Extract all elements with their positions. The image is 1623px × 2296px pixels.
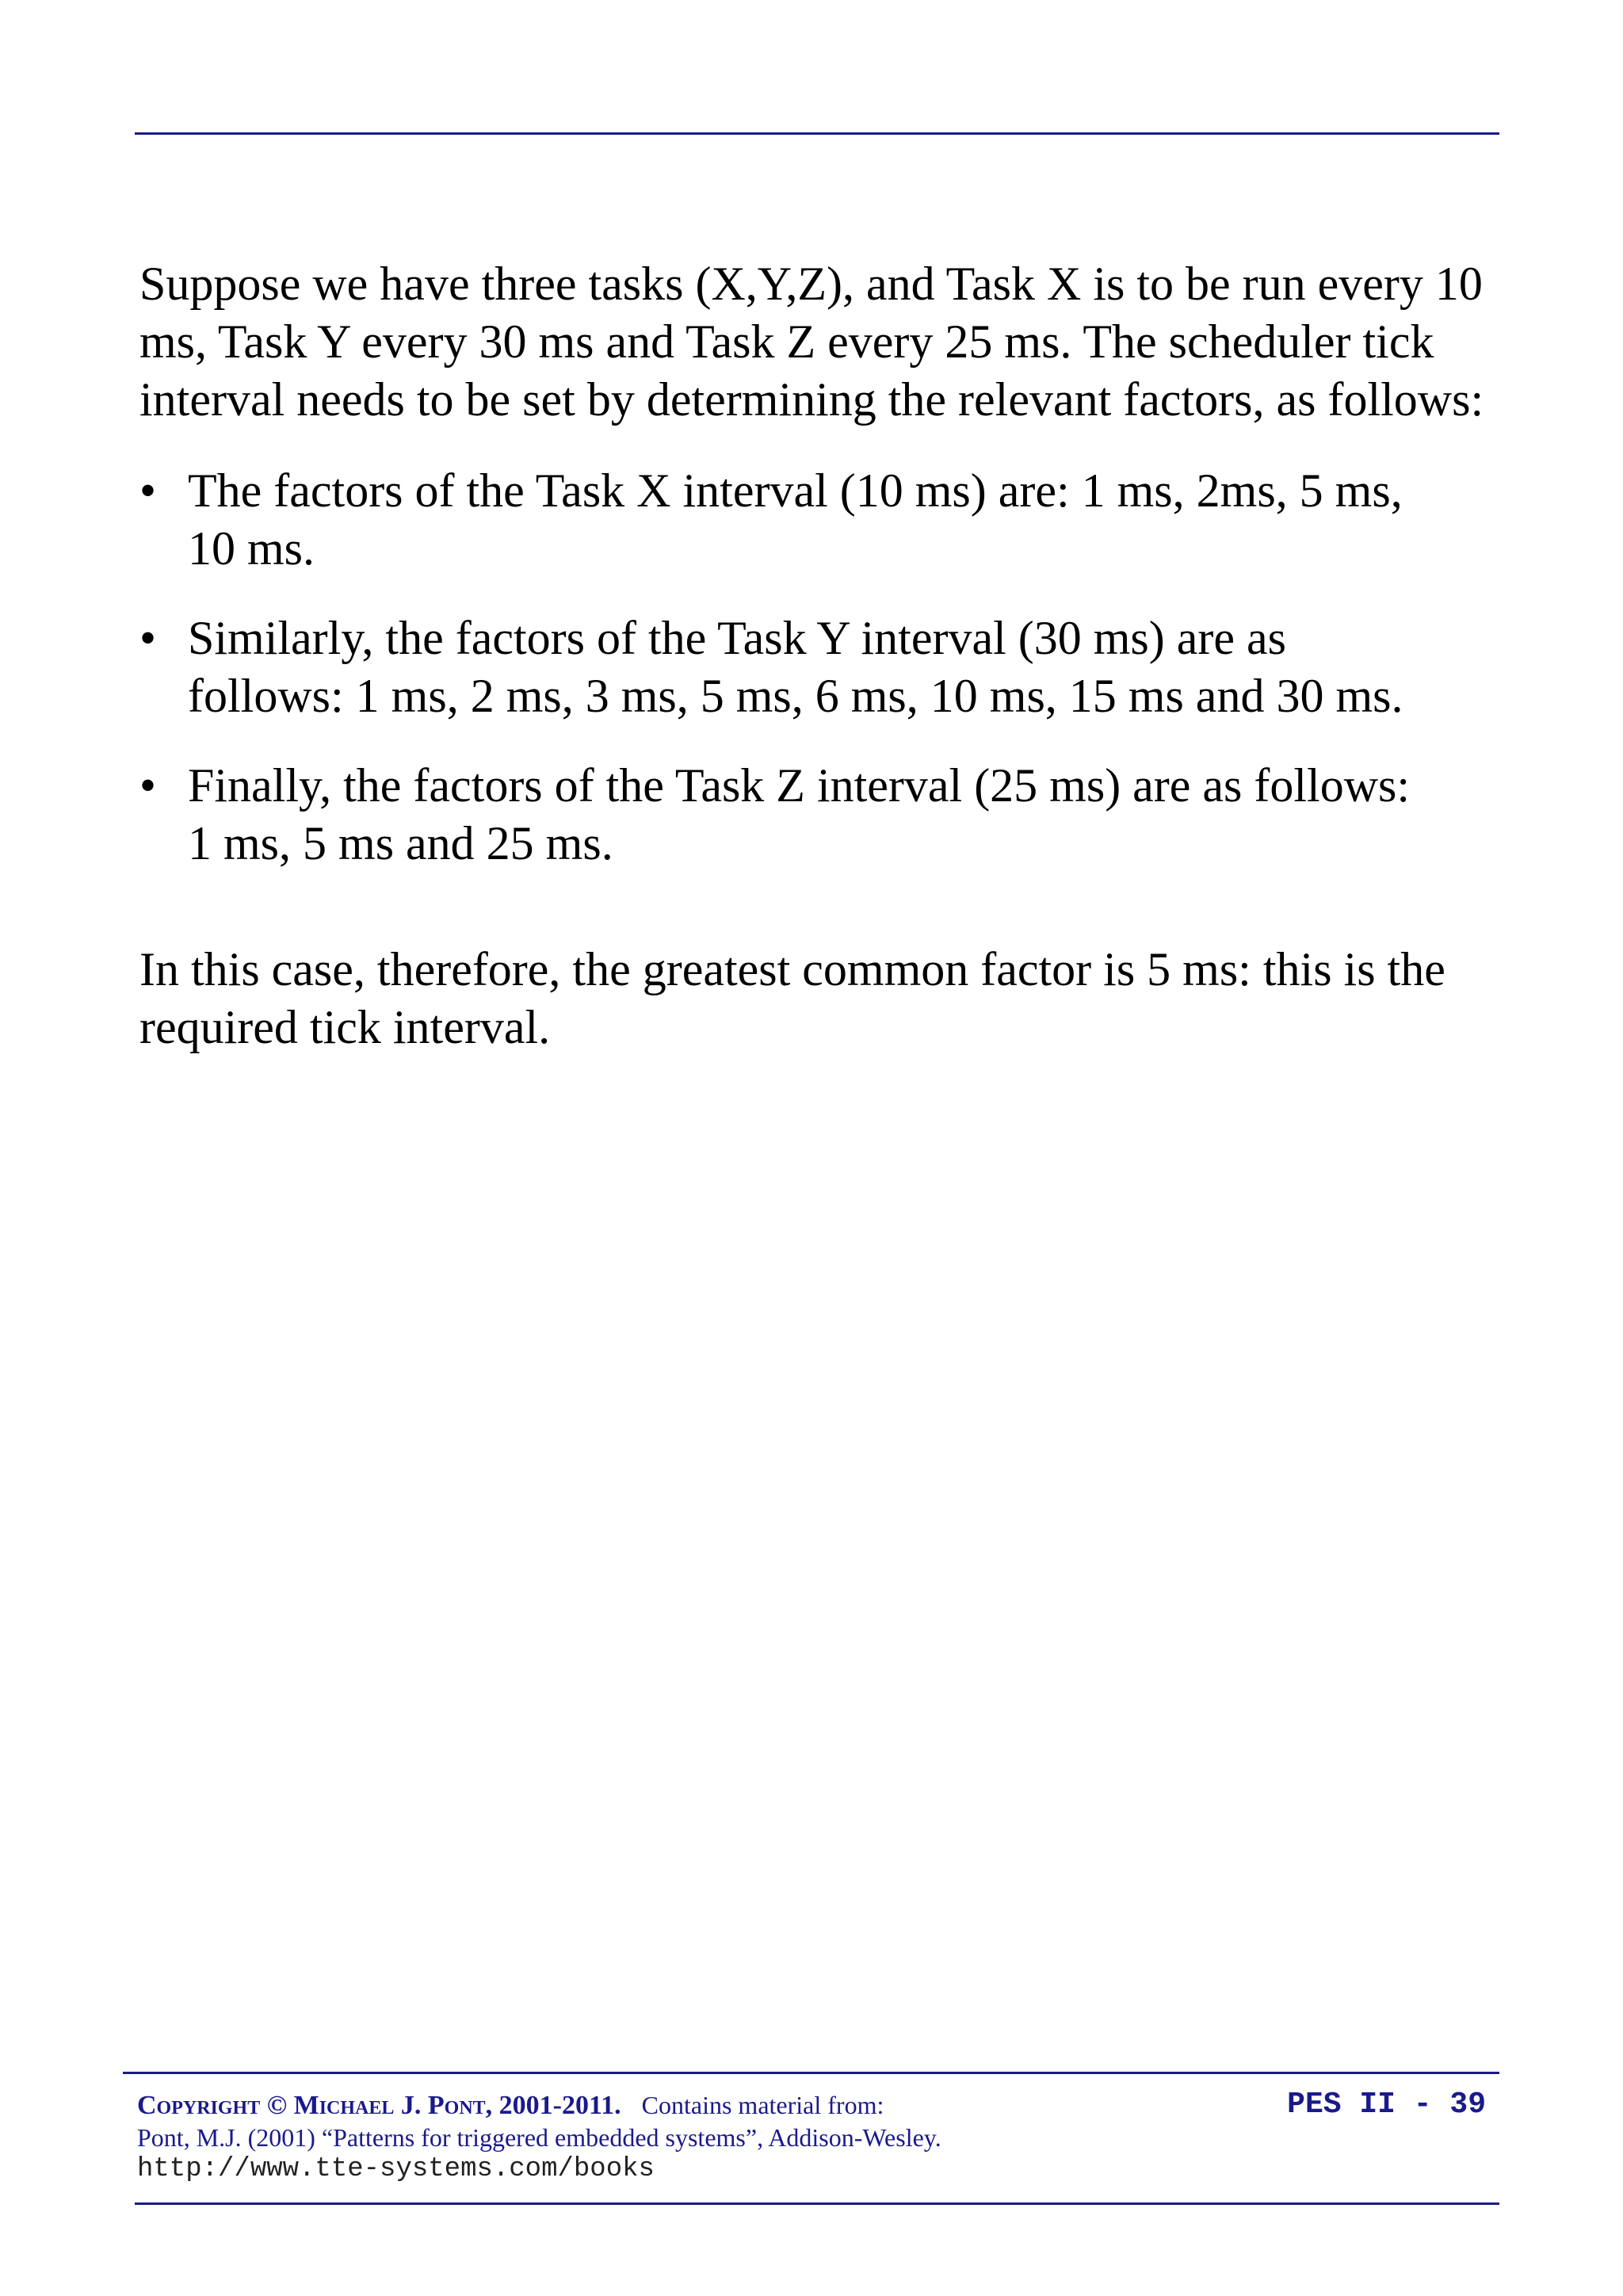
conclusion-paragraph: In this case, therefore, the greatest common factor is 5 ms: this is the required tick interval. (139, 943, 1445, 1053)
intro-paragraph: Suppose we have three tasks (X,Y,Z), and Task X is to be run every 10 ms, Task Y every 30 ms and Task Z every 25 ms. The scheduler tick interval needs to be set by determining the relevant factors, as follows: (139, 258, 1484, 426)
citation: Pont, M.J. (2001) “Patterns for triggered embedded systems”, Addison-Wesley. (137, 2123, 941, 2152)
factors-list (139, 462, 1503, 873)
footer-divider-bottom (135, 2202, 1499, 2205)
list-item-task-x (139, 462, 1432, 578)
contains-material-label: Contains material from: (641, 2091, 884, 2119)
list-item-text: Finally, the factors of the Task Z interval (25 ms) are as follows: 1 ms, 5 ms and 25 ms. (188, 759, 1411, 869)
page-footer (137, 2089, 1500, 2185)
list-item-task-z (139, 757, 1432, 873)
list-item-task-y (139, 609, 1432, 725)
footer-divider-top (123, 2072, 1499, 2074)
books-url-link[interactable]: http://www.tte-systems.com/books (137, 2154, 655, 2184)
list-item-text: The factors of the Task X interval (10 ms) are: 1 ms, 2ms, 5 ms, 10 ms. (188, 464, 1403, 575)
page-number: PES II - 39 (1287, 2088, 1486, 2122)
bullet-icon: • (139, 464, 157, 517)
copyright-notice: Copyright © Michael J. Pont, 2001-2011. (137, 2091, 621, 2120)
page-content (139, 255, 1503, 1056)
list-item-text: Similarly, the factors of the Task Y interval (30 ms) are as follows: 1 ms, 2 ms, 3 ms, 5 ms, 6 ms, 10 ms, 15 ms and 30 ms. (188, 612, 1403, 722)
bullet-icon: • (139, 759, 157, 812)
header-divider (135, 132, 1499, 135)
bullet-icon: • (139, 612, 157, 664)
